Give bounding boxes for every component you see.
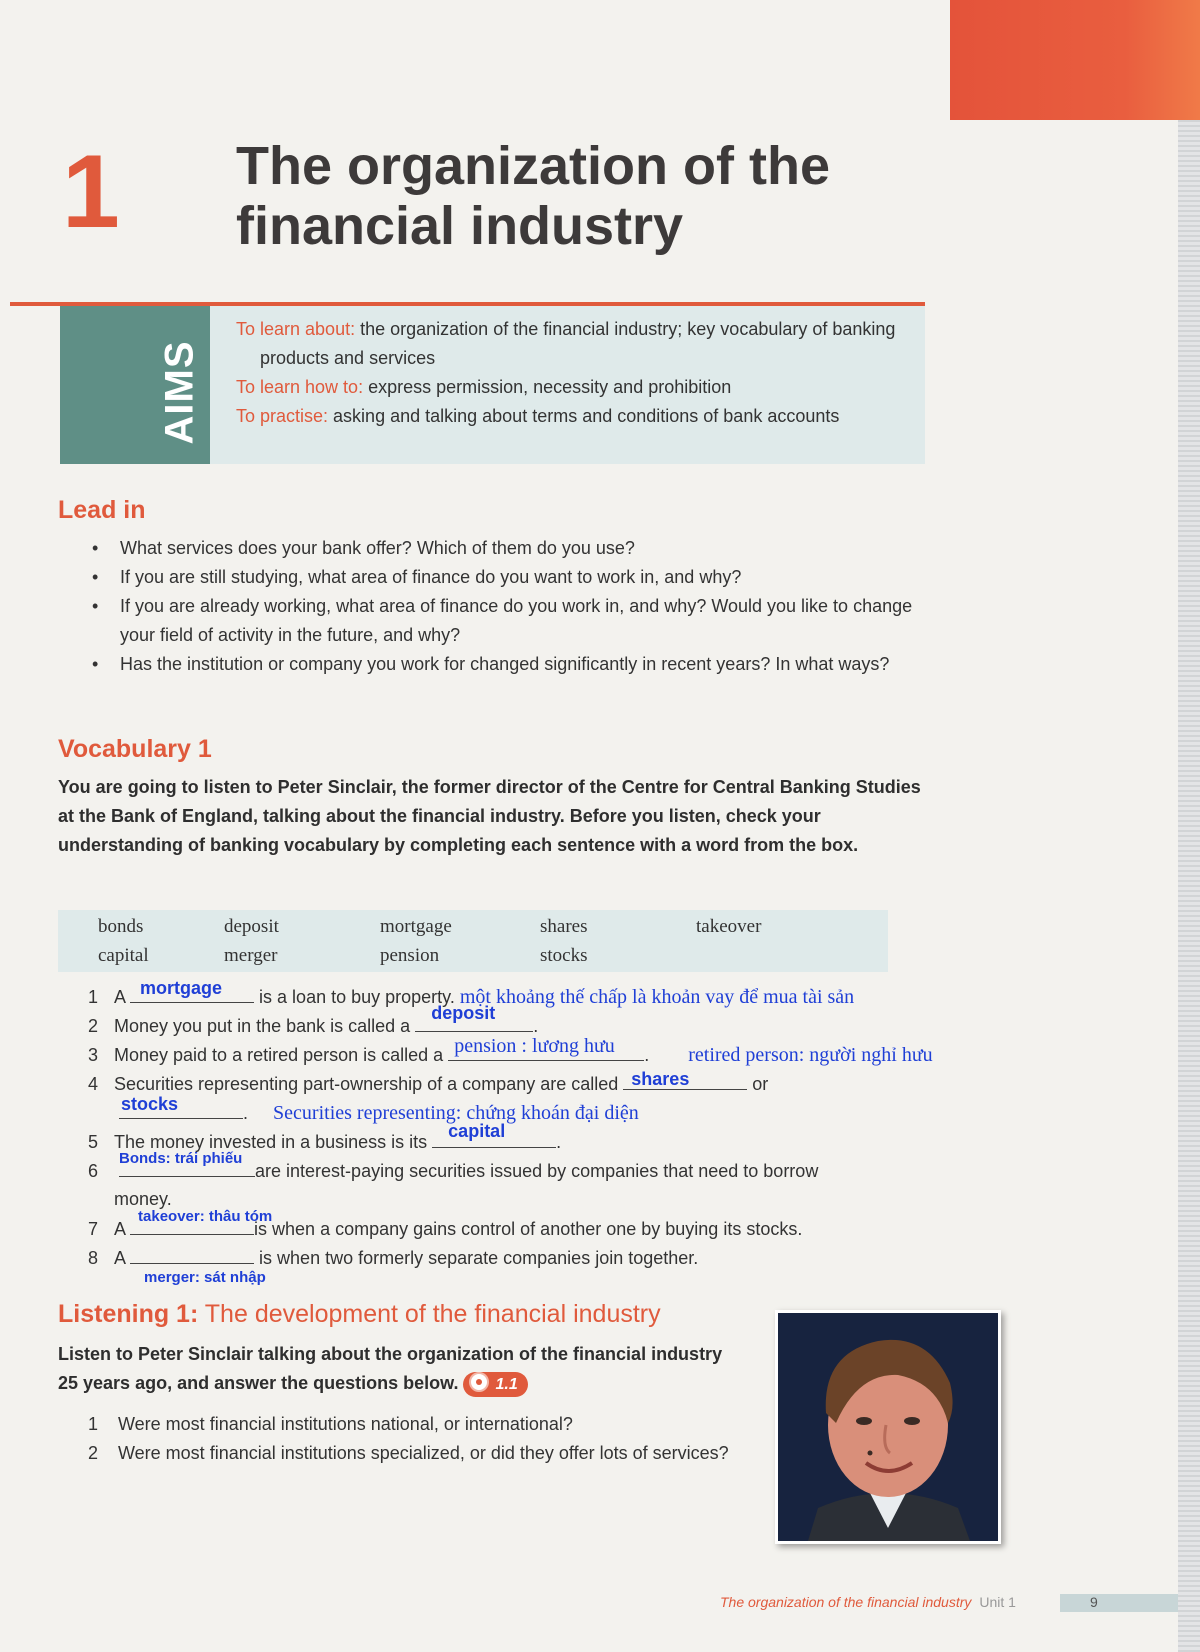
answer-blank[interactable] <box>415 1003 533 1032</box>
chapter-title-line2: financial industry <box>236 196 684 256</box>
answer-blank[interactable] <box>119 1150 255 1177</box>
listening-heading-lead: Listening 1: <box>58 1300 199 1328</box>
handwritten-note: retired person: người nghỉ hưu <box>688 1044 933 1066</box>
listening-heading <box>58 1300 661 1329</box>
list-item: • If you are already working, what area of finance do you work in, and why? Would you like to change your field of activity in the future, and why? <box>92 592 932 650</box>
lead-in-list <box>92 534 932 679</box>
exercise-text: A <box>114 987 126 1007</box>
aims-item-text: the organization of the financial industry; key vocabulary of banking products and services <box>260 319 896 368</box>
page-footer <box>720 1594 1016 1610</box>
question-item <box>88 1410 748 1439</box>
exercise-item <box>88 1150 819 1186</box>
handwritten-answer: takeover: thâu tóm <box>138 1208 273 1225</box>
handwritten-answer: capital <box>448 1121 506 1141</box>
exercise-item <box>88 1243 699 1286</box>
exercise-text: The money invested in a business is its <box>114 1132 428 1152</box>
footer-bar <box>1060 1594 1178 1612</box>
portrait-illustration <box>778 1313 998 1541</box>
audio-track-badge[interactable] <box>463 1372 527 1397</box>
aims-list <box>236 315 916 431</box>
exercise-item <box>88 1035 933 1070</box>
answer-blank[interactable] <box>623 1069 747 1090</box>
page-edge <box>1178 120 1200 1652</box>
aims-item-lead: To practise: <box>236 406 329 426</box>
corner-color-block <box>950 0 1200 120</box>
answer-blank[interactable] <box>448 1035 644 1061</box>
box-word: takeover <box>696 916 762 937</box>
exercise-text: A <box>114 1219 126 1239</box>
word-box <box>58 910 888 972</box>
question-text: Were most financial institutions national, or international? <box>118 1414 573 1434</box>
exercise-text: . <box>556 1132 562 1152</box>
aims-item-lead: To learn about: <box>236 319 356 339</box>
aims-item <box>236 402 916 431</box>
chapter-title-line1: The organization of the <box>236 136 830 196</box>
page-number: 9 <box>1090 1594 1098 1610</box>
vocabulary-heading: Vocabulary 1 <box>58 735 212 763</box>
exercise-number: 8 <box>88 1248 99 1268</box>
handwritten-note: một khoảng thế chấp là khoản vay để mua tài sản <box>459 986 855 1008</box>
handwritten-answer: stocks <box>121 1094 179 1114</box>
exercise-number: 1 <box>88 987 99 1007</box>
box-word: pension <box>380 945 440 966</box>
exercise-number: 6 <box>88 1161 99 1181</box>
exercise-item <box>88 1069 768 1099</box>
handwritten-answer: deposit <box>431 1003 496 1023</box>
exercise-text: Money paid to a retired person is called a <box>114 1045 444 1065</box>
listening-questions <box>88 1410 748 1468</box>
exercise-text: . <box>533 1016 539 1036</box>
aims-item <box>236 315 916 373</box>
handwritten-answer: mortgage <box>140 978 223 998</box>
exercise-item-continued <box>88 1094 639 1128</box>
box-word: capital <box>98 945 149 966</box>
question-number: 1 <box>88 1414 99 1434</box>
exercise-text: are interest-paying securities issued by companies that need to borrow <box>255 1161 819 1181</box>
box-word: merger <box>224 945 278 966</box>
aims-label: AIMS <box>157 340 202 445</box>
handwritten-answer: merger: sát nhập <box>144 1269 266 1286</box>
exercise-text: money. <box>114 1189 172 1209</box>
handwritten-answer: Bonds: trái phiếu <box>119 1150 243 1167</box>
box-word: shares <box>540 916 588 937</box>
exercise-text: or <box>752 1074 769 1094</box>
exercise-text: . <box>243 1103 249 1123</box>
portrait-photo <box>775 1310 1001 1544</box>
cd-icon <box>469 1372 489 1392</box>
exercise-number: 4 <box>88 1074 99 1094</box>
lead-in-heading: Lead in <box>58 496 146 524</box>
box-word: bonds <box>98 916 144 937</box>
list-item: • What services does your bank offer? Which of them do you use? <box>92 534 932 563</box>
question-text: Were most financial institutions specialized, or did they offer lots of services? <box>118 1443 729 1463</box>
vocabulary-intro: You are going to listen to Peter Sinclair, the former director of the Centre for Central Banking Studies at the Bank of England, talking about the financial industry. Before you listen, check your understanding of banking vocabulary by completing each sentence with a word from the box. <box>58 777 921 855</box>
chapter-title <box>236 136 830 256</box>
exercise-text: is when two formerly separate companies join together. <box>259 1248 699 1268</box>
exercise-text: Securities representing part-ownership of a company are called <box>114 1074 619 1094</box>
exercise-text: A <box>114 1248 126 1268</box>
list-item: • If you are still studying, what area of finance do you want to work in, and why? <box>92 563 932 592</box>
listening-intro-text: Listen to Peter Sinclair talking about the organization of the financial industry 25 years ago, and answer the questions below. <box>58 1344 723 1393</box>
exercise-number: 2 <box>88 1016 99 1036</box>
listening-intro <box>58 1340 738 1398</box>
answer-blank[interactable] <box>130 1208 273 1235</box>
box-word: mortgage <box>380 916 452 937</box>
handwritten-answer: shares <box>631 1069 690 1089</box>
box-word: deposit <box>224 916 279 937</box>
answer-blank[interactable] <box>432 1121 556 1148</box>
unit-label: Unit 1 <box>979 1594 1016 1610</box>
exercise-number: 5 <box>88 1132 99 1152</box>
exercise-text: Money you put in the bank is called a <box>114 1016 411 1036</box>
exercise-text: is when a company gains control of another one by buying its stocks. <box>254 1219 803 1239</box>
answer-blank[interactable] <box>119 1094 243 1119</box>
question-number: 2 <box>88 1443 99 1463</box>
handwritten-note: Securities representing: chứng khoán đại diện <box>273 1102 639 1124</box>
answer-blank[interactable] <box>130 978 254 1003</box>
aims-item <box>236 373 916 402</box>
box-word: stocks <box>540 945 588 966</box>
question-item <box>88 1439 748 1468</box>
audio-track-number: 1.1 <box>495 1375 518 1393</box>
aims-item-text: express permission, necessity and prohibition <box>363 377 732 397</box>
listening-heading-rest: The development of the financial industry <box>198 1300 661 1328</box>
answer-blank[interactable] <box>130 1243 266 1286</box>
list-item: • Has the institution or company you work for changed significantly in recent years? In what ways? <box>92 650 932 679</box>
aims-item-text: asking and talking about terms and conditions of bank accounts <box>328 406 840 426</box>
exercise-number: 3 <box>88 1045 99 1065</box>
handwritten-answer: pension : lương hưu <box>454 1035 615 1057</box>
chapter-number: 1 <box>62 134 120 250</box>
exercise-number: 7 <box>88 1219 99 1239</box>
exercise-text: is a loan to buy property. <box>259 987 455 1007</box>
aims-item-lead: To learn how to: <box>236 377 364 397</box>
exercise-text: . <box>644 1045 650 1065</box>
exercise-item <box>88 1208 803 1244</box>
running-title: The organization of the financial industry <box>720 1594 972 1610</box>
